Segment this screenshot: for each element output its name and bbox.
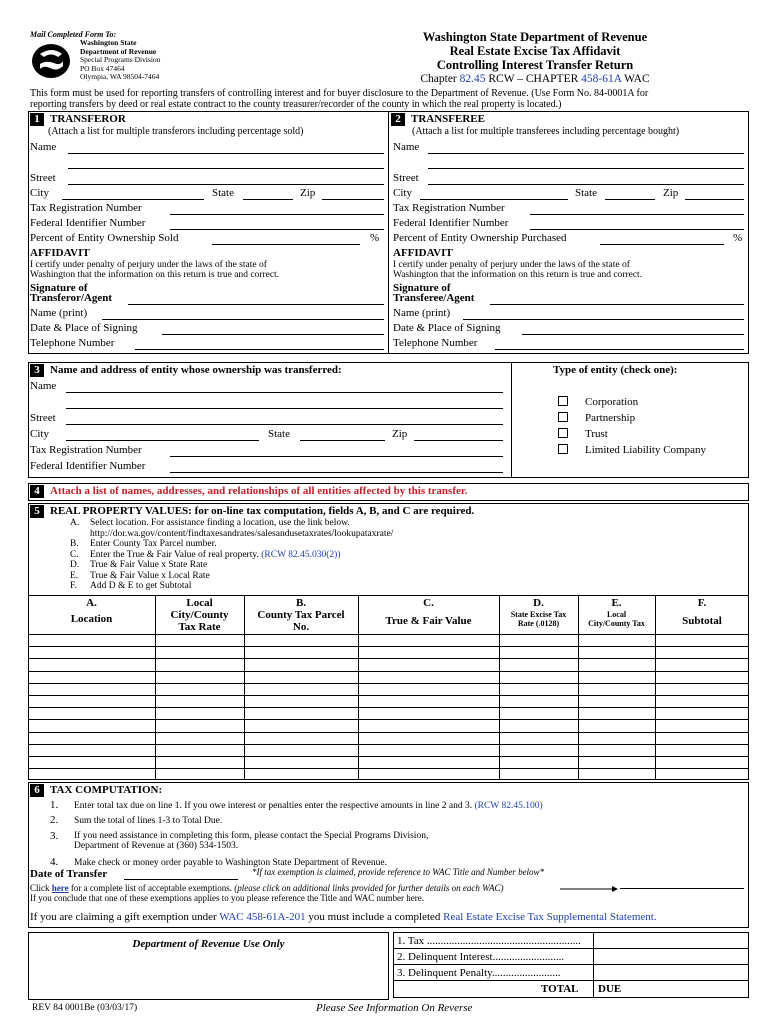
section-note: (Attach a list for multiple transferors including percentage sold) <box>48 126 304 137</box>
col-b-header: B. County Tax Parcel No. <box>257 597 345 633</box>
street-label: Street <box>393 172 419 184</box>
name-field-line2[interactable] <box>66 408 503 409</box>
entity-type-title: Type of entity (check one): <box>553 364 678 376</box>
dor-use-title: Department of Revenue Use Only <box>132 938 285 950</box>
intro-line1: This form must be used for reporting transfers of controlling interest and for buyer disclosure to the Department of Revenue. (Use Form No. 84-0001A for <box>30 88 649 99</box>
item-1: 1. Enter total tax due on line 1. If you owe interest or penalties enter the respective amounts in line 2 and 3. (RCW 82.45.100) <box>50 799 543 811</box>
certify-line2: Washington that the information on this return is true and correct. <box>30 270 280 280</box>
step-a: A. Select location. For assistance finding a location, use the link below. <box>70 518 350 528</box>
title-line2: Real Estate Excise Tax Affidavit <box>449 44 621 58</box>
phone-field[interactable] <box>495 349 744 350</box>
state-label: State <box>268 428 290 440</box>
signature-label-2: Transferor/Agent <box>30 292 113 304</box>
section-number: 2 <box>391 113 405 126</box>
taxreg-label: Tax Registration Number <box>393 202 505 214</box>
exemptions-click-line: Click here for a complete list of acceptable exemptions. (please click on additional links provided for further details on each WAC) <box>30 883 504 893</box>
step-b: B. Enter County Tax Parcel number. <box>70 539 217 549</box>
section-number: 5 <box>30 505 44 518</box>
section-title: TRANSFEROR <box>50 113 126 125</box>
mail-line: PO Box 47464 <box>80 63 125 73</box>
date-place-label: Date & Place of Signing <box>393 322 501 334</box>
chapter-post: WAC <box>624 73 650 85</box>
certify-line1: I certify under penalty of perjury under the laws of the state of <box>393 260 630 270</box>
title-line3: Controlling Interest Transfer Return <box>436 58 634 72</box>
col-f-header: F. Subtotal <box>682 597 722 627</box>
name-field-line2[interactable] <box>428 168 744 169</box>
signature-label-2: Transferee/Agent <box>393 292 475 304</box>
col-c-header: C. True & Fair Value <box>385 597 472 627</box>
taxreg-field[interactable] <box>170 456 503 457</box>
zip-field[interactable] <box>685 199 744 200</box>
exemption-wac-field[interactable] <box>620 888 744 889</box>
table-row[interactable] <box>28 658 749 659</box>
zip-field[interactable] <box>322 199 384 200</box>
state-field[interactable] <box>605 199 655 200</box>
affidavit-heading: AFFIDAVIT <box>393 247 453 259</box>
taxreg-label: Tax Registration Number <box>30 202 142 214</box>
name-field[interactable] <box>66 392 503 393</box>
partnership-label: Partnership <box>585 412 636 424</box>
exemption-conclude-text: If you conclude that one of these exemptions applies to you please reference the Title and WAC number here. <box>30 893 424 903</box>
mail-line: Olympia, WA 98504-7464 <box>80 72 160 81</box>
item-4: 4. Make check or money order payable to Washington State Department of Revenue. <box>50 856 387 868</box>
percent-field[interactable] <box>212 244 360 245</box>
step-c: C. Enter the True & Fair Value of real property. (RCW 82.45.030(2)) <box>70 549 341 560</box>
nameprint-field[interactable] <box>102 319 384 320</box>
phone-label: Telephone Number <box>393 337 478 349</box>
state-field[interactable] <box>300 440 385 441</box>
mail-heading: Mail Completed Form To: <box>30 30 117 39</box>
section-number: 1 <box>30 113 44 126</box>
date-of-transfer-field[interactable] <box>124 879 238 880</box>
title-chapter <box>330 72 740 86</box>
dor-logo-icon <box>30 42 72 80</box>
date-place-label: Date & Place of Signing <box>30 322 138 334</box>
percent-sign: % <box>370 232 380 244</box>
intro-text <box>30 88 745 110</box>
name-field-line2[interactable] <box>68 168 384 169</box>
due-label: DUE <box>598 983 622 995</box>
mail-line: Washington State <box>80 38 137 47</box>
date-place-field[interactable] <box>522 334 744 335</box>
tax-line: 1. Tax ........................................................ <box>397 935 581 947</box>
chapter-rcw-link[interactable]: 82.45 <box>459 73 486 85</box>
signature-label: Signature of <box>393 282 451 294</box>
trust-checkbox[interactable] <box>558 428 568 438</box>
street-field[interactable] <box>66 424 503 425</box>
percent-label: Percent of Entity Ownership Purchased <box>393 232 567 244</box>
mail-address <box>80 39 160 82</box>
delinquent-interest-line: 2. Delinquent Interest.......................... <box>397 951 565 963</box>
form-title <box>330 30 740 86</box>
date-of-transfer-label: Date of Transfer <box>30 868 108 880</box>
zip-label: Zip <box>392 428 408 440</box>
state-field[interactable] <box>243 199 293 200</box>
tax-computation-items <box>50 799 543 870</box>
nameprint-label: Name (print) <box>393 307 451 319</box>
taxreg-field[interactable] <box>170 214 384 215</box>
llc-label: Limited Liability Company <box>585 444 706 456</box>
partnership-checkbox[interactable] <box>558 412 568 422</box>
table-row[interactable] <box>28 744 749 745</box>
step-f: F. Add D & E to get Subtotal <box>70 581 192 591</box>
table-row[interactable] <box>28 732 749 733</box>
table-row[interactable] <box>28 719 749 720</box>
signature-field[interactable] <box>128 304 384 305</box>
corporation-checkbox[interactable] <box>558 396 568 406</box>
section-number: 6 <box>30 784 44 797</box>
fed-field[interactable] <box>170 229 384 230</box>
taxreg-field[interactable] <box>530 214 744 215</box>
name-field[interactable] <box>428 153 744 154</box>
state-label: State <box>212 187 234 199</box>
table-row[interactable] <box>28 646 749 647</box>
supplemental-statement-link[interactable]: Real Estate Excise Tax Supplemental Statement. <box>443 911 657 923</box>
certify-line1: I certify under penalty of perjury under the laws of the state of <box>30 260 267 270</box>
name-field[interactable] <box>68 153 384 154</box>
section-title: TRANSFEREE <box>411 113 485 125</box>
item-2: 2. Sum the total of lines 1-3 to Total Due. <box>50 814 223 826</box>
chapter-wac-link[interactable]: 458-61A <box>581 73 622 85</box>
gift-wac-link[interactable]: WAC 458-61A-201 <box>219 911 306 923</box>
fed-label: Federal Identifier Number <box>393 217 509 229</box>
col-a-header: A. Location <box>70 597 113 625</box>
street-field[interactable] <box>68 184 384 185</box>
date-place-field[interactable] <box>162 334 384 335</box>
instructions-list <box>70 518 393 592</box>
section-number: 3 <box>30 364 44 377</box>
table-row[interactable] <box>28 707 749 708</box>
signature-label: Signature of <box>30 282 88 294</box>
fed-label: Federal Identifier Number <box>30 460 146 472</box>
name-label: Name <box>393 141 420 153</box>
nameprint-label: Name (print) <box>30 307 88 319</box>
city-label: City <box>30 187 49 199</box>
section-title: REAL PROPERTY VALUES: for on-line tax computation, fields A, B, and C are required. <box>50 505 475 517</box>
intro-line2: reporting transfers by deed or real estate contract to the county treasurer/recorder of the county in which the real property is located.) <box>30 99 562 110</box>
arrow-right-icon <box>560 885 618 893</box>
rcw-100-link[interactable]: (RCW 82.45.100) <box>474 801 543 811</box>
exemptions-here-link[interactable]: here <box>51 883 69 893</box>
percent-label: Percent of Entity Ownership Sold <box>30 232 179 244</box>
section-4-attach-text: Attach a list of names, addresses, and relationships of all entities affected by this transfer. <box>50 485 468 497</box>
zip-field[interactable] <box>414 440 503 441</box>
certify-line2: Washington that the information on this return is true and correct. <box>393 270 643 280</box>
lookup-url[interactable]: http://dor.wa.gov/content/findtaxesandrates/salesandusetaxrates/lookupataxrate/ <box>90 528 394 539</box>
table-row[interactable] <box>28 695 749 696</box>
street-field[interactable] <box>428 184 744 185</box>
city-label: City <box>30 428 49 440</box>
affidavit-heading: AFFIDAVIT <box>30 247 90 259</box>
phone-field[interactable] <box>135 349 384 350</box>
section-note: (Attach a list for multiple transferees including percentage bought) <box>412 126 680 137</box>
fed-label: Federal Identifier Number <box>30 217 146 229</box>
interest-amount-field[interactable] <box>594 949 748 963</box>
step-e: E. True & Fair Value x Local Rate <box>70 570 210 581</box>
mail-line: Department of Revenue <box>80 46 157 56</box>
mail-line: Special Programs Division <box>80 55 161 64</box>
name-label: Name <box>30 141 57 153</box>
col-e-header: E. Local City/County Tax <box>588 597 645 628</box>
total-label: TOTAL <box>541 983 579 995</box>
tax-amount-field[interactable] <box>594 933 748 947</box>
city-field[interactable] <box>420 199 568 200</box>
llc-checkbox[interactable] <box>558 444 568 454</box>
fed-field[interactable] <box>170 472 503 473</box>
section-number: 4 <box>30 485 44 498</box>
chapter-mid: RCW – CHAPTER <box>488 73 579 85</box>
corporation-label: Corporation <box>585 396 639 408</box>
section-divider <box>388 111 389 354</box>
rcw-link[interactable]: (RCW 82.45.030(2)) <box>261 549 341 560</box>
penalty-amount-field[interactable] <box>594 965 748 979</box>
street-label: Street <box>30 172 56 184</box>
table-row[interactable] <box>28 756 749 757</box>
delinquent-penalty-line: 3. Delinquent Penalty......................... <box>397 967 561 979</box>
section-title: TAX COMPUTATION: <box>50 784 163 796</box>
exemption-note: *If tax exemption is claimed, provide reference to WAC Title and Number below* <box>252 867 545 877</box>
city-field[interactable] <box>62 199 204 200</box>
fed-field[interactable] <box>530 229 744 230</box>
trust-label: Trust <box>585 428 608 440</box>
percent-field[interactable] <box>600 244 724 245</box>
section-title: Name and address of entity whose ownership was transferred: <box>50 364 342 376</box>
see-reverse-note: Please See Information On Reverse <box>316 1002 473 1014</box>
section-3-divider <box>511 362 512 478</box>
street-label: Street <box>30 412 56 424</box>
percent-sign: % <box>733 232 743 244</box>
taxreg-label: Tax Registration Number <box>30 444 142 456</box>
signature-field[interactable] <box>490 304 744 305</box>
table-row[interactable] <box>28 768 749 769</box>
city-field[interactable] <box>66 440 259 441</box>
nameprint-field[interactable] <box>463 319 744 320</box>
zip-label: Zip <box>663 187 679 199</box>
col-local-rate-header: Local City/County Tax Rate <box>170 597 229 633</box>
title-line1: Washington State Department of Revenue <box>422 30 648 44</box>
chapter-pre: Chapter <box>420 73 457 85</box>
gift-exemption-line: If you are claiming a gift exemption under WAC 458-61A-201 you must include a completed Real Estate Excise Tax Supplemental Statement. <box>30 911 657 923</box>
item-3: 3. If you need assistance in completing this form, please contact the Special Programs Division, Department of Revenue at (360) 534-1503. <box>50 830 429 851</box>
col-d-header: D. State Excise Tax Rate (.0128) <box>510 597 567 628</box>
phone-label: Telephone Number <box>30 337 115 349</box>
zip-label: Zip <box>300 187 316 199</box>
table-row[interactable] <box>28 671 749 672</box>
city-label: City <box>393 187 412 199</box>
table-row[interactable] <box>28 683 749 684</box>
state-label: State <box>575 187 597 199</box>
form-revision: REV 84 0001Be (03/03/17) <box>32 1003 138 1013</box>
step-d: D. True & Fair Value x State Rate <box>70 560 208 570</box>
name-label: Name <box>30 380 57 392</box>
